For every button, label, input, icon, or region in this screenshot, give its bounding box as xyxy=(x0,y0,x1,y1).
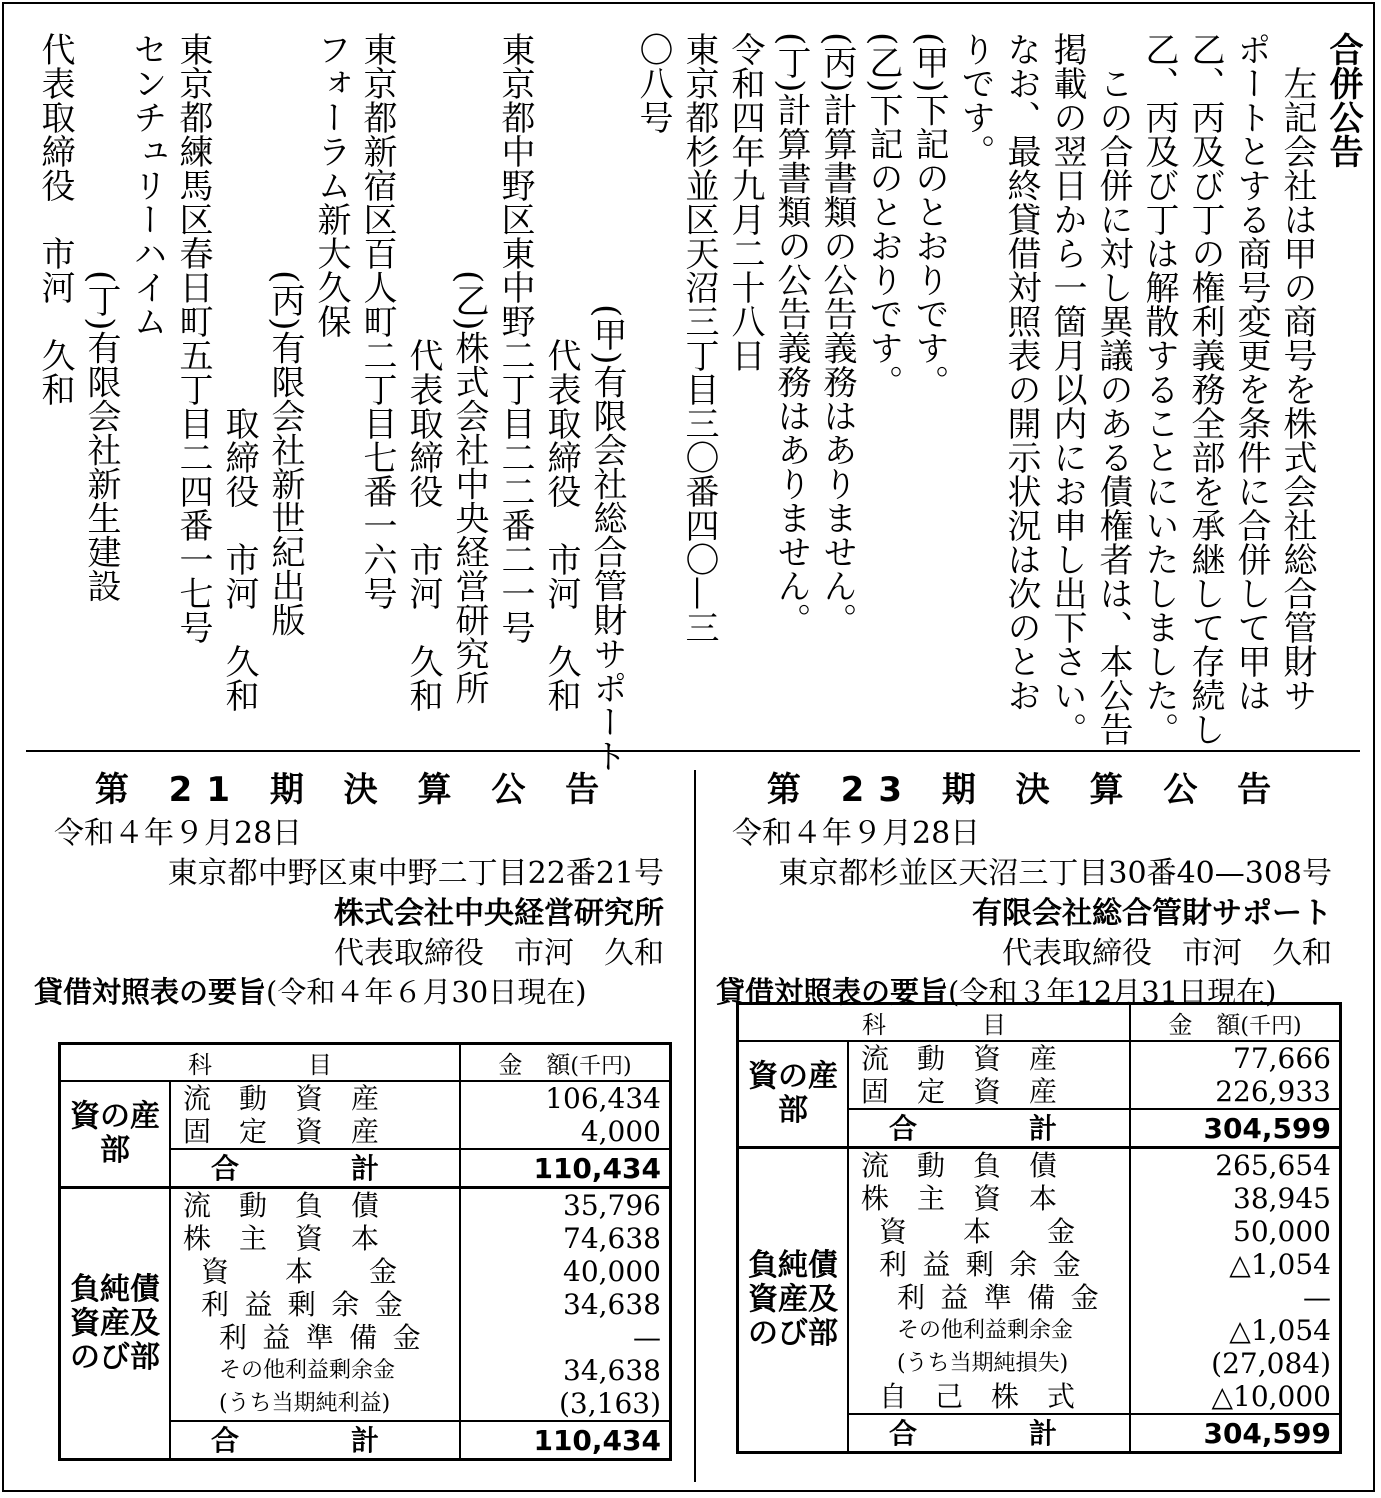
balance-sheet-title: 貸借対照表の要旨 xyxy=(716,975,949,1009)
header-amount xyxy=(460,1044,671,1082)
row-item: 資 本 金 xyxy=(201,1255,398,1288)
section-label xyxy=(738,1148,849,1453)
notice-line: 乙、丙及び丁の権利義務全部を承継して存続し xyxy=(1185,32,1225,746)
section-label-text: 資の産部 xyxy=(70,1099,160,1168)
notice-line: (甲)下記のとおりです。 xyxy=(909,32,949,399)
notice-line: フォーラム新大久保 xyxy=(311,32,351,338)
row-value: △1,054 xyxy=(1130,1248,1341,1281)
assets-total-label: 合 計 xyxy=(848,1109,1130,1148)
row-value: 40,000 xyxy=(460,1255,671,1288)
notice-line: 左記会社は甲の商号を株式会社総合管財サ xyxy=(1277,66,1317,712)
row-value: 34,638 xyxy=(460,1288,671,1321)
company-address: 東京都杉並区天沼三丁目30番40—308号 xyxy=(778,856,1332,891)
notice-line: (丙)計算書類の公告義務はありません。 xyxy=(817,32,857,637)
notice-title: 合併公告 xyxy=(1323,32,1363,168)
table-header-row xyxy=(738,1004,1341,1042)
statement-title: 第 21 期 決 算 公 告 xyxy=(94,770,614,810)
row-value: (27,084) xyxy=(1130,1347,1341,1380)
notice-line: 代表取締役 市河 久和 xyxy=(35,32,75,406)
row-item: 利益準備金 xyxy=(897,1281,1115,1314)
row-value: 34,638 xyxy=(460,1354,671,1387)
divider-horizontal xyxy=(26,750,1360,752)
notice-line: 東京都杉並区天沼三丁目三〇番四〇—三 xyxy=(679,32,719,644)
balance-sheet-date: (令和３年12月31日現在) xyxy=(948,975,1277,1009)
representative: 代表取締役 市河 久和 xyxy=(1002,936,1332,971)
merger-notice xyxy=(26,32,1366,773)
table-row xyxy=(738,1041,1341,1075)
notice-line: (甲)有限会社総合管財サポート xyxy=(587,304,627,773)
header-amount-label: 金 額 xyxy=(1168,1011,1241,1039)
notice-line: ポートとする商号変更を条件に合併して甲は xyxy=(1231,32,1271,712)
notice-line: (丁)計算書類の公告義務はありません。 xyxy=(771,32,811,637)
row-value: 226,933 xyxy=(1130,1075,1341,1109)
balance-sheet-heading xyxy=(34,974,674,1010)
section-label-text: 資の産部 xyxy=(748,1059,838,1128)
notice-line: 令和四年九月二十八日 xyxy=(725,32,765,372)
notice-line: 東京都新宿区百人町二丁目七番一六号 xyxy=(357,32,397,610)
table-row xyxy=(738,1148,1341,1183)
notice-line: 東京都練馬区春日町五丁目二四番一七号 xyxy=(173,32,213,644)
section-label-text: 負純債資産及のび部 xyxy=(70,1271,160,1375)
row-item: 利益準備金 xyxy=(219,1321,437,1354)
header-amount-label: 金 額 xyxy=(498,1051,571,1079)
row-value: (3,163) xyxy=(460,1387,671,1421)
liabilities-total-value: 304,599 xyxy=(1130,1414,1341,1453)
row-item: 固 定 資 産 xyxy=(861,1075,1058,1108)
row-value: 38,945 xyxy=(1130,1182,1341,1215)
row-item: 株 主 資 本 xyxy=(183,1222,380,1255)
company-name: 株式会社中央経営研究所 xyxy=(334,896,664,931)
row-item: 株 主 資 本 xyxy=(861,1182,1058,1215)
divider-vertical xyxy=(694,770,696,1482)
section-label xyxy=(60,1081,171,1188)
row-value: △1,054 xyxy=(1130,1314,1341,1347)
row-item: 固 定 資 産 xyxy=(183,1115,380,1148)
notice-frame xyxy=(2,2,1375,1492)
notice-line: なお、最終貸借対照表の開示状況は次のとお xyxy=(1001,32,1041,712)
balance-sheet-table xyxy=(736,1002,1342,1454)
notice-line: 取締役 市河 久和 xyxy=(219,406,259,712)
section-label xyxy=(738,1041,849,1148)
row-value: 4,000 xyxy=(460,1115,671,1149)
row-item: 利益剰余金 xyxy=(201,1288,419,1321)
liabilities-total-label: 合 計 xyxy=(170,1421,460,1460)
notice-line: (乙)下記のとおりです。 xyxy=(863,32,903,399)
balance-sheet-table xyxy=(58,1042,672,1461)
notice-line: 掲載の翌日から一箇月以内にお申し出下さい。 xyxy=(1047,32,1087,746)
row-value: 35,796 xyxy=(460,1188,671,1223)
notice-line: りです。 xyxy=(955,32,995,168)
statement-date: 令和４年９月28日 xyxy=(732,816,981,851)
row-item: 利益剰余金 xyxy=(879,1248,1097,1281)
row-value: — xyxy=(460,1321,671,1354)
assets-total-label: 合 計 xyxy=(170,1149,460,1188)
row-value: 50,000 xyxy=(1130,1215,1341,1248)
notice-line: 乙、丙及び丁は解散することにいたしました。 xyxy=(1139,32,1179,746)
row-item: (うち当期純損失) xyxy=(897,1351,1069,1376)
section-label xyxy=(60,1188,171,1460)
section-label-text: 負純債資産及のび部 xyxy=(748,1248,838,1351)
notice-line: 代表取締役 市河 久和 xyxy=(541,338,581,712)
assets-total-value: 110,434 xyxy=(460,1149,671,1188)
notice-line: (丙)有限会社新世紀出版 xyxy=(265,270,305,637)
row-item: (うち当期純利益) xyxy=(219,1391,391,1416)
row-value: 265,654 xyxy=(1130,1148,1341,1183)
header-amount xyxy=(1130,1004,1341,1042)
assets-total-value: 304,599 xyxy=(1130,1109,1341,1148)
row-value: 106,434 xyxy=(460,1081,671,1115)
row-item: 自 己 株 式 xyxy=(879,1380,1076,1413)
table-row xyxy=(60,1081,671,1115)
row-item: その他利益剰余金 xyxy=(219,1358,396,1383)
notice-line: (丁)有限会社新生建設 xyxy=(81,270,121,603)
table-header-row xyxy=(60,1044,671,1082)
header-item: 科 目 xyxy=(60,1044,461,1082)
row-item: 流 動 資 産 xyxy=(861,1042,1058,1075)
notice-line: センチュリーハイム xyxy=(127,32,167,338)
row-value: — xyxy=(1130,1281,1341,1314)
company-address: 東京都中野区東中野二丁目22番21号 xyxy=(167,856,664,891)
notice-line: (乙)株式会社中央経営研究所 xyxy=(449,270,489,705)
header-item: 科 目 xyxy=(738,1004,1131,1042)
notice-line: 〇八号 xyxy=(633,32,673,134)
row-item: 流 動 負 債 xyxy=(861,1149,1058,1182)
row-item: 流 動 負 債 xyxy=(183,1189,380,1222)
row-item: 流 動 資 産 xyxy=(183,1082,380,1115)
table-row xyxy=(60,1188,671,1223)
company-name: 有限会社総合管財サポート xyxy=(972,896,1332,931)
notice-line: この合併に対し異議のある債権者は、本公告 xyxy=(1093,66,1133,746)
row-value: 77,666 xyxy=(1130,1041,1341,1075)
row-value: △10,000 xyxy=(1130,1380,1341,1414)
statement-23 xyxy=(716,766,1336,1450)
notice-line: 代表取締役 市河 久和 xyxy=(403,338,443,712)
row-item: その他利益剰余金 xyxy=(897,1318,1074,1343)
statement-date: 令和４年９月28日 xyxy=(54,816,303,851)
balance-sheet-date: (令和４年６月30日現在) xyxy=(266,975,587,1009)
row-item: 資 本 金 xyxy=(879,1215,1076,1248)
header-unit: (千円) xyxy=(570,1054,632,1079)
statement-title: 第 23 期 決 算 公 告 xyxy=(766,770,1286,810)
header-unit: (千円) xyxy=(1240,1014,1302,1039)
row-value: 74,638 xyxy=(460,1222,671,1255)
liabilities-total-value: 110,434 xyxy=(460,1421,671,1460)
statement-21 xyxy=(34,766,674,1457)
liabilities-total-label: 合 計 xyxy=(848,1414,1130,1453)
balance-sheet-title: 貸借対照表の要旨 xyxy=(34,975,267,1009)
notice-line: 東京都中野区東中野二丁目二二番二一号 xyxy=(495,32,535,644)
representative: 代表取締役 市河 久和 xyxy=(334,936,664,971)
